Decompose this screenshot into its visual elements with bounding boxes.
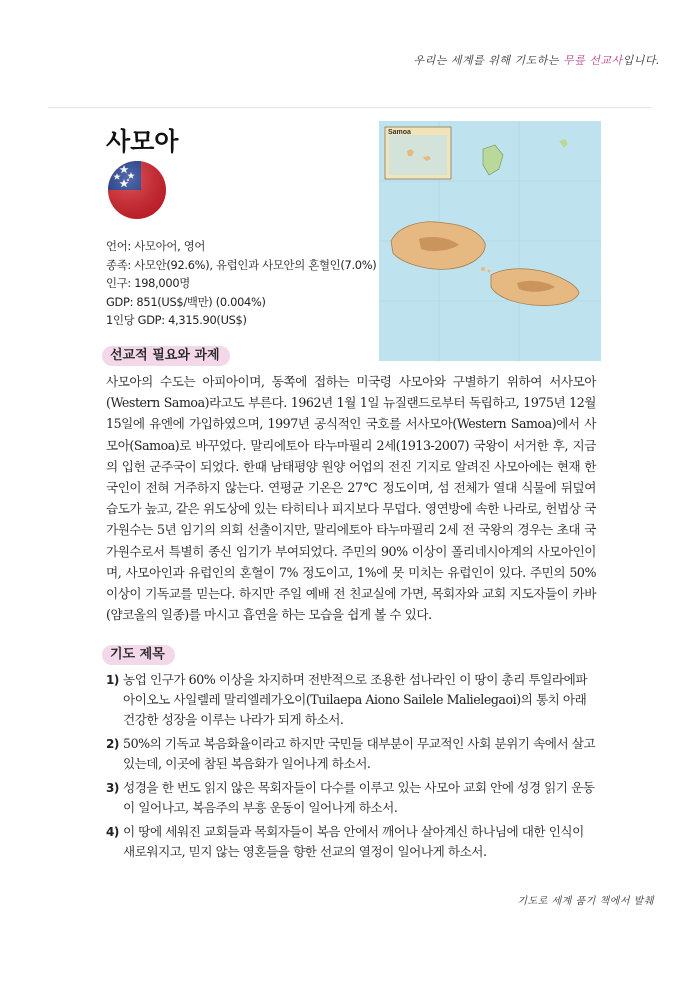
samoa-map-icon (379, 121, 601, 361)
prayer-number: 3) (106, 781, 119, 795)
country-title: 사모아 (106, 127, 179, 156)
mission-body: 사모아의 수도는 아피아이며, 동쪽에 접하는 미국령 사모아와 구별하기 위하여 서사모아(Western Samoa)라고도 부른다. 1962년 1월 1일 뉴질랜드로부터 독립하고, 1975년 12월 15일에 유엔에 가입하였으며, 1997년 공식적인 국호를 서사모아(Western Samoa)에서 사모아(Samoa)로 바꾸었다. 말리에토아 타누마필리 2세(1913-2007) 국왕이 서거한 후, 지금의 입헌 군주국이 되었다. 한때 남태평양 원양 어업의 전진 기지로 알려진 사모아에는 현재 한국인이 전혀 거주하지 않는다. 연평균 기온은 27℃ 정도이며, 섬 전체가 열대 식물에 뒤덮여 습도가 높고, 같은 위도상에 있는 타히티나 피지보다 무덥다. 영연방에 속한 나라로, 헌법상 국가원수는 5년 임기의 의회 선출이지만, 말리에토아 타누마필리 2세 전 국왕의 경우는 초대 국가원수로서 특별히 종신 임기가 부여되었다. 주민의 90% 이상이 폴리네시아계의 사모아인이며, 사모아인과 유럽인의 혼혈이 7% 정도이고, 1%에 못 미치는 유럽인이 있다. 주민의 50% 이상이 기독교를 믿는다. 하지만 주일 예배 전 친교실에 가면, 목회자와 교회 지도자들이 카바(얌코올의 일종)를 마시고 흡연을 하는 모습을 쉽게 볼 수 있다. (106, 374, 596, 623)
prayer-item-4 (106, 822, 598, 862)
footer-source-note: 기도로 세계 품기 책에서 발췌 (517, 896, 654, 907)
motto-text: 우리는 세계를 위해 기도하는 (413, 54, 563, 67)
prayer-text: 농업 인구가 60% 이상을 차지하며 전반적으로 조용한 섬나라인 이 땅이 총리 투일라에파 아이오노 사일렐레 말리엘레가오이(Tuilaepa Aiono Sailele Malielegaoi)의 통치 아래 건강한 성장을 이루는 나라가 되게 하소서. (123, 672, 588, 727)
mission-heading: 선교적 필요와 과제 (102, 346, 230, 366)
prayer-item-3 (106, 778, 598, 818)
prayer-item-1 (106, 670, 598, 730)
prayer-text: 50%의 기독교 복음화율이라고 하지만 국민들 대부분이 무교적인 사회 분위기 속에서 살고 있는데, 이곳에 참된 복음화가 일어나게 하소서. (123, 736, 596, 771)
prayer-number: 1) (106, 673, 119, 687)
prayer-text: 성경을 한 번도 읽지 않은 목회자들이 다수를 이루고 있는 사모아 교회 안에 성경 읽기 운동이 일어나고, 복음주의 부흥 운동이 일어나게 하소서. (123, 780, 595, 815)
prayer-list (106, 670, 598, 866)
motto-highlight: 무릎 선교사 (562, 54, 623, 67)
motto-end: 입니다. (622, 54, 660, 67)
prayer-heading: 기도 제목 (102, 645, 175, 665)
fact-gdp: GDP: 851(US$/백만) (0.004%) (106, 294, 266, 309)
header-motto (413, 52, 660, 68)
prayer-item-2 (106, 734, 598, 774)
prayer-text: 이 땅에 세워진 교회들과 목회자들이 복음 안에서 깨어나 살아계신 하나님에 대한 인식이 새로워지고, 믿지 않는 영혼들을 향한 선교의 열정이 일어나게 하소서. (123, 824, 584, 859)
country-facts (106, 237, 376, 330)
header-divider (48, 107, 652, 108)
map-title: Samoa (388, 129, 411, 136)
samoa-flag-icon (107, 160, 167, 220)
prayer-number: 4) (106, 825, 119, 839)
prayer-number: 2) (106, 737, 119, 751)
fact-gdp-per-capita: 1인당 GDP: 4,315.90(US$) (106, 313, 247, 327)
fact-population: 인구: 198,000명 (106, 276, 190, 290)
fact-language: 언어: 사모아어, 영어 (106, 239, 206, 253)
fact-ethnicity: 종족: 사모안(92.6%), 유럽인과 사모안의 혼혈인(7.0%) (106, 257, 377, 272)
